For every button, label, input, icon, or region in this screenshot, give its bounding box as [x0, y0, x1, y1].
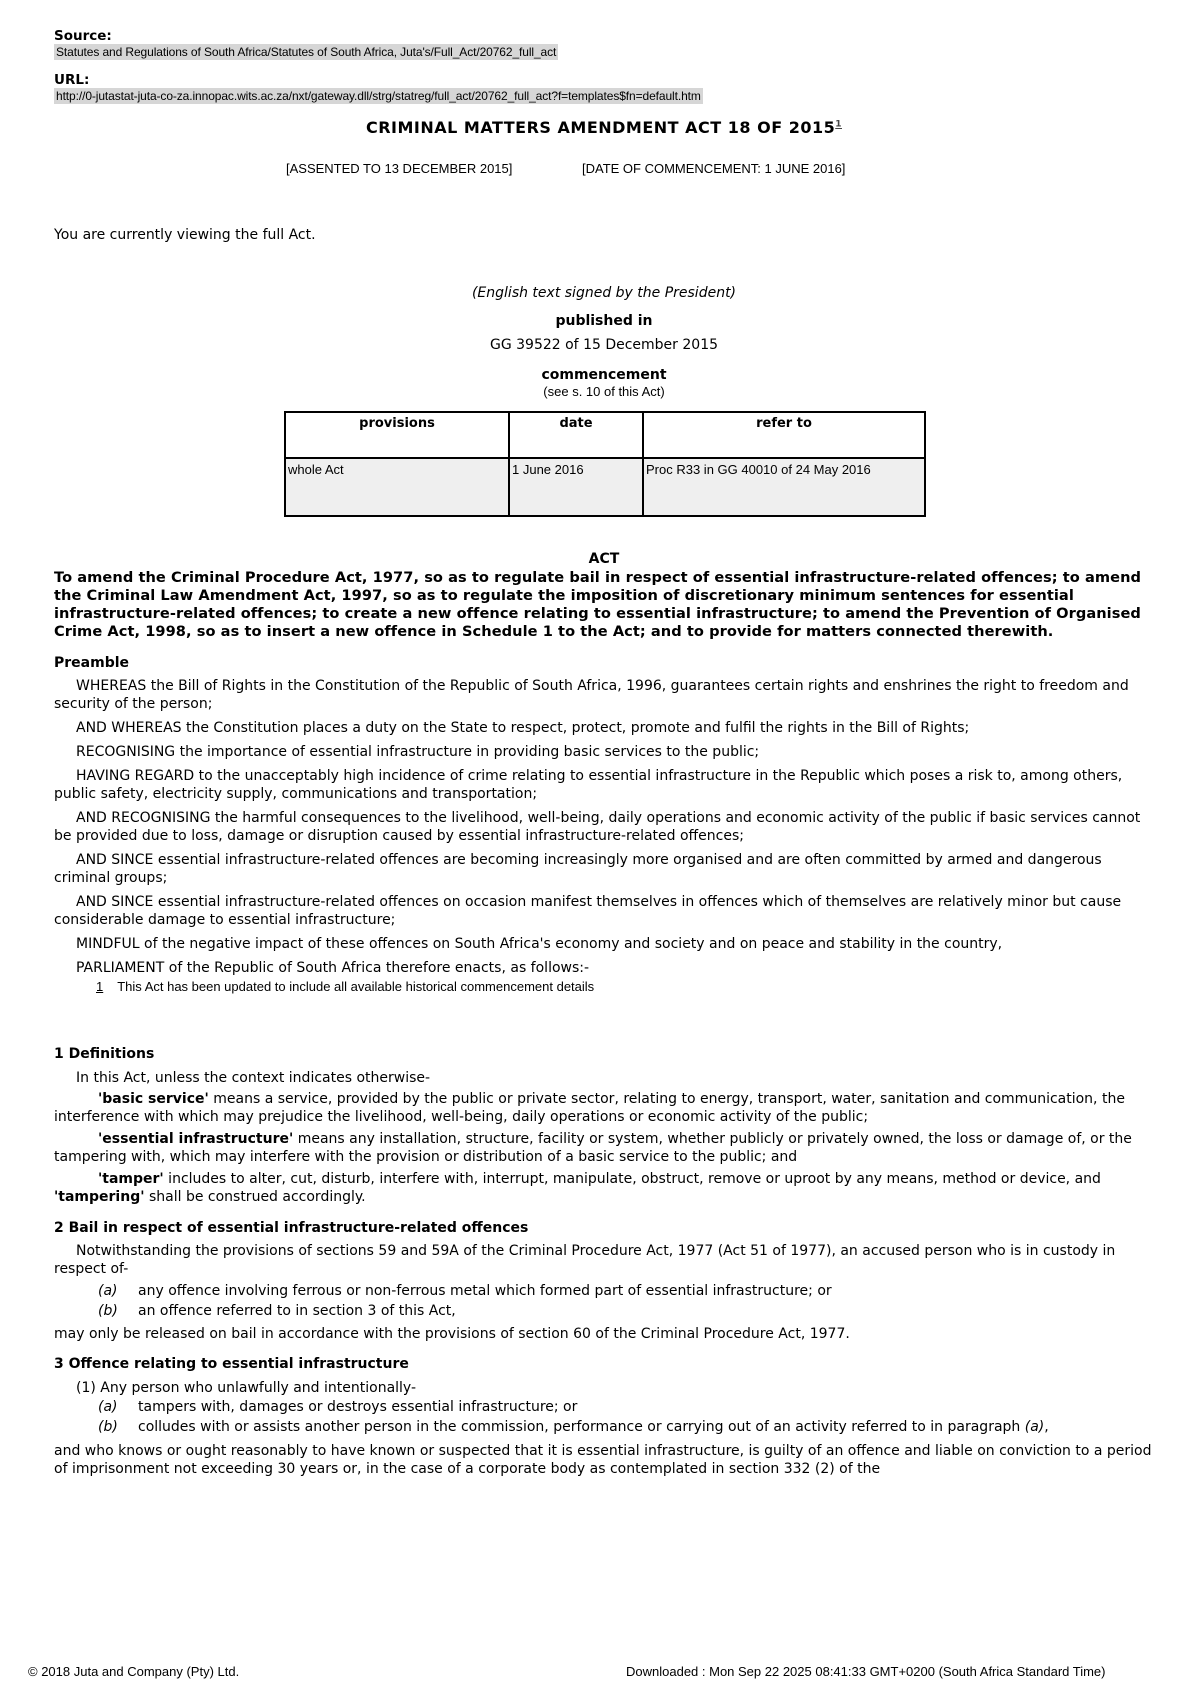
definition-text: means any installation, structure, facility or system, whether publicly or privately owned, the loss or damage of, or the tampering with, which may interfere with the provision or distribution of a basic service to the public; and [54, 1131, 1132, 1165]
preamble-clause: HAVING REGARD to the unacceptably high incidence of crime relating to essential infrastructure in the Republic which poses a risk to, among others, public safety, electricity supply, communications and transportation; [54, 768, 1123, 802]
assented-date: [ASSENTED TO 13 DECEMBER 2015] [286, 161, 513, 176]
definition-tamper [54, 1170, 1154, 1206]
preamble-clause: WHEREAS the Bill of Rights in the Constitution of the Republic of South Africa, 1996, guarantees certain rights and enshrines the right to freedom and security of the person; [54, 678, 1129, 712]
section-3-closing: and who knows or ought reasonably to have known or suspected that it is essential infrastructure, is guilty of an offence and liable on conviction to a period of imprisonment not exceeding 30 years or, in the case of a corporate body as contemplated in section 332 (2) of the [54, 1443, 1152, 1477]
section-2-closing: may only be released on bail in accordance with the provisions of section 60 of the Criminal Procedure Act, 1977. [54, 1326, 850, 1342]
paragraph-label: (b) [98, 1419, 118, 1435]
long-title: To amend the Criminal Procedure Act, 1977, so as to regulate bail in respect of essential infrastructure-related offences; to amend the Criminal Law Amendment Act, 1997, so as to regulate the imposition of discretionary minimum sentences for essential infrastructure-related offences; to create a new offence relating to essential infrastructure; to amend the Prevention of Organised Crime Act, 1998, so as to insert a new offence in Schedule 1 to the Act; and to provide for matters connected therewith. [54, 569, 1142, 640]
footnote [96, 979, 1154, 994]
preamble-clause: AND RECOGNISING the harmful consequences to the livelihood, well-being, daily operations and economic activity of the public if basic services cannot be provided due to loss, damage or disruption caused by essential infrastructure-related offences; [54, 810, 1141, 844]
preamble-clause: AND WHEREAS the Constitution places a duty on the State to respect, protect, promote and fulfil the rights in the Bill of Rights; [76, 720, 970, 736]
paragraph-a [98, 1282, 1154, 1300]
commencement-table [284, 411, 926, 517]
commencement-date: [DATE OF COMMENCEMENT: 1 JUNE 2016] [582, 161, 846, 176]
definition-term: 'essential infrastructure' [98, 1131, 294, 1147]
paragraph-label: (a) [98, 1283, 118, 1299]
signed-note: (English text signed by the President) [471, 285, 737, 301]
definition-basic-service [54, 1090, 1154, 1126]
preamble-clause: PARLIAMENT of the Republic of South Africa therefore enacts, as follows:- [76, 960, 590, 976]
preamble-clause: RECOGNISING the importance of essential infrastructure in providing basic services to the public; [76, 744, 760, 760]
commencement-label: commencement [541, 367, 667, 383]
table-cell: whole Act [285, 458, 509, 516]
gazette-ref: GG 39522 of 15 December 2015 [489, 337, 719, 353]
definition-text: shall be construed accordingly. [144, 1189, 366, 1205]
published-label: published in [555, 313, 653, 329]
preamble-heading: Preamble [54, 655, 130, 671]
definition-term: 'basic service' [98, 1091, 209, 1107]
preamble-clause: AND SINCE essential infrastructure-related offences on occasion manifest themselves in offences which of themselves are relatively minor but cause considerable damage to essential infrastructure; [54, 894, 1122, 928]
table-row [285, 458, 925, 516]
section-2-heading: 2 Bail in respect of essential infrastructure-related offences [54, 1220, 529, 1236]
paragraph-text: colludes with or assists another person in the commission, performance or carrying out of an activity referred to in paragraph [138, 1419, 1025, 1435]
definition-term: 'tamper' [98, 1171, 164, 1187]
copyright-footer: © 2018 Juta and Company (Pty) Ltd. [28, 1664, 240, 1679]
paragraph-text: , [1044, 1419, 1049, 1435]
definition-text: includes to alter, cut, disturb, interfere with, interrupt, manipulate, obstruct, remove or uproot by any means, method or device, and [163, 1171, 1101, 1187]
preamble-body [54, 677, 1154, 977]
section-1-heading: 1 Definitions [54, 1046, 155, 1062]
paragraph-b [98, 1418, 1154, 1436]
paragraph-a [98, 1398, 1154, 1416]
footnote-text: This Act has been updated to include all available historical commencement details [117, 979, 595, 994]
table-header-row [285, 412, 925, 458]
paragraph-b [98, 1302, 1154, 1320]
preamble-clause: MINDFUL of the negative impact of these offences on South Africa's economy and society and on peace and stability in the country, [76, 936, 1003, 952]
footnote-number[interactable]: 1 [96, 979, 104, 994]
section-3-heading: 3 Offence relating to essential infrastructure [54, 1356, 409, 1372]
act-label: ACT [588, 551, 620, 567]
act-title [54, 118, 1154, 137]
table-cell: Proc R33 in GG 40010 of 24 May 2016 [643, 458, 925, 516]
assent-line [54, 161, 1154, 177]
definition-essential-infrastructure [54, 1130, 1154, 1166]
source-url[interactable]: http://0-jutastat-juta-co-za.innopac.wits.ac.za/nxt/gateway.dll/strg/statreg/full_act/20762_full_act?f=templates$fn=default.htm [56, 89, 701, 103]
paragraph-text: any offence involving ferrous or non-ferrous metal which formed part of essential infrastructure; or [138, 1283, 832, 1299]
title-footnote-link[interactable]: 1 [835, 119, 842, 130]
definition-term: 'tampering' [54, 1189, 145, 1205]
section-3-intro: (1) Any person who unlawfully and intentionally- [76, 1380, 417, 1396]
viewing-note: You are currently viewing the full Act. [54, 227, 316, 243]
source-value: Statutes and Regulations of South Africa/Statutes of South Africa, Juta's/Full_Act/20762_full_act [56, 45, 557, 59]
document-page [54, 24, 1154, 1478]
paragraph-text: an offence referred to in section 3 of this Act, [138, 1303, 456, 1319]
download-timestamp: Downloaded : Mon Sep 22 2025 08:41:33 GMT+0200 (South Africa Standard Time) [626, 1664, 1106, 1679]
commencement-ref: (see s. 10 of this Act) [543, 384, 665, 399]
paragraph-text: tampers with, damages or destroys essential infrastructure; or [138, 1399, 578, 1415]
source-label: Source: [54, 28, 112, 44]
table-cell: 1 June 2016 [509, 458, 643, 516]
table-header: date [509, 412, 643, 458]
paragraph-label: (b) [98, 1303, 118, 1319]
table-header: provisions [285, 412, 509, 458]
url-label: URL: [54, 72, 90, 88]
section-1-intro: In this Act, unless the context indicates otherwise- [76, 1070, 431, 1086]
preamble-clause: AND SINCE essential infrastructure-related offences are becoming increasingly more organised and are often committed by armed and dangerous criminal groups; [54, 852, 1102, 886]
paragraph-label: (a) [98, 1399, 118, 1415]
table-header: refer to [643, 412, 925, 458]
act-title-text: CRIMINAL MATTERS AMENDMENT ACT 18 OF 2015 [365, 118, 836, 137]
paragraph-reference: (a) [1024, 1419, 1045, 1435]
definition-text: means a service, provided by the public or private sector, relating to energy, transport, water, sanitation and communication, the interference with which may prejudice the livelihood, well-being, daily operations or economic activity of the public; [54, 1091, 1125, 1125]
section-2-intro: Notwithstanding the provisions of sections 59 and 59A of the Criminal Procedure Act, 1977 (Act 51 of 1977), an accused person who is in custody in respect of- [54, 1243, 1116, 1277]
